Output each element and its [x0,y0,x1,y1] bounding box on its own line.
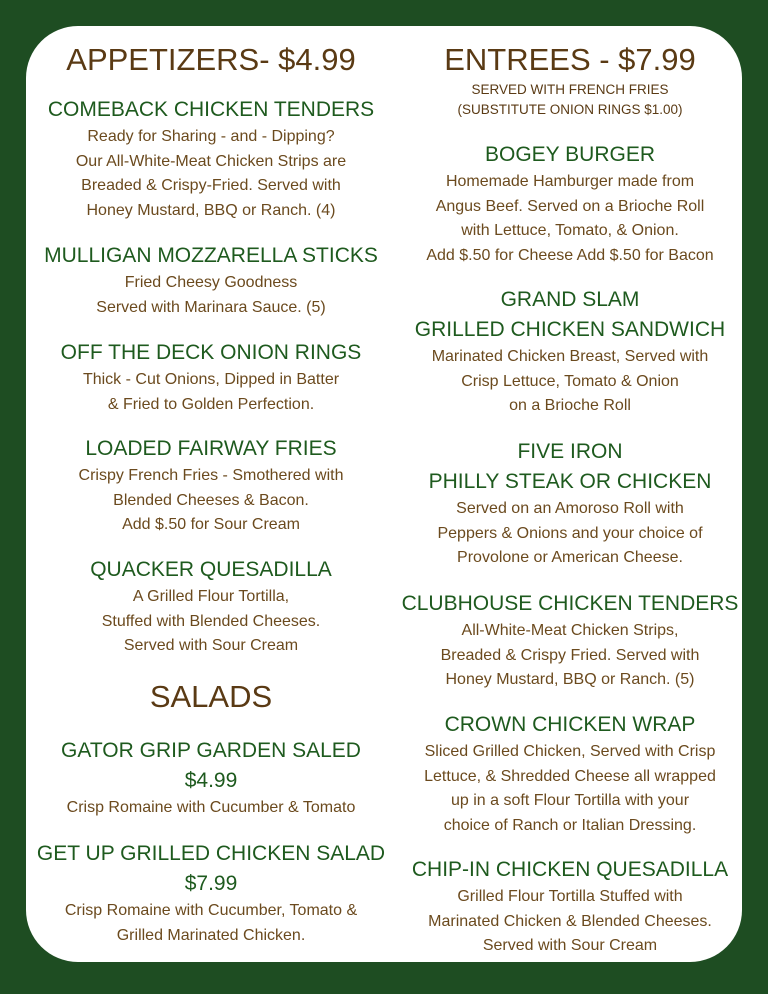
item-description [26,899,396,948]
item-name [390,437,750,497]
entrees-header [390,40,750,120]
description-line: up in a soft Flour Tortilla with your [450,792,690,809]
description-line: Grilled Flour Tortilla Stuffed with [457,888,683,905]
item-name: GET UP GRILLED CHICKEN SALAD [36,842,386,865]
description-line: Crisp Romaine with Cucumber & Tomato [66,799,356,816]
item-description [26,585,396,659]
description-line: choice of Ranch or Italian Dressing. [443,816,697,834]
entree-item [390,589,750,693]
description-line: Crisp Romaine with Cucumber, Tomato & [64,902,358,919]
item-name: CHIP-IN CHICKEN QUESADILLA [411,858,729,881]
description-line: Crispy French Fries - Smothered with [78,467,344,484]
item-name: OFF THE DECK ONION RINGS [60,341,362,364]
menu-card [26,26,742,962]
description-line: Marinated Chicken & Blended Cheeses. [428,912,712,930]
description-line: Marinated Chicken Breast, Served with [431,348,709,365]
item-name: QUACKER QUESADILLA [90,558,332,581]
item-description [26,796,396,821]
item-name: CROWN CHICKEN WRAP [444,713,696,736]
entrees-subtitle [390,80,750,120]
item-description [390,619,750,693]
item-description [26,368,396,417]
entree-item [390,285,750,419]
item-description [26,271,396,320]
description-line: Grilled Marinated Chicken. [116,926,306,944]
item-price: $4.99 [184,769,238,792]
description-line: & Fried to Golden Perfection. [107,395,315,413]
description-line: Our All-White-Meat Chicken Strips are [75,152,347,170]
appetizer-item [26,338,396,417]
appetizers-title: APPETIZERS- $4.99 [66,42,356,77]
description-line: Crisp Lettuce, Tomato & Onion [461,372,679,390]
salad-item [26,736,396,821]
item-name-line: FIVE IRON [517,440,623,463]
item-name: GATOR GRIP GARDEN SALED [61,739,361,762]
item-description [390,170,750,268]
description-line: on a Brioche Roll [509,397,631,414]
description-line: A Grilled Flour Tortilla, [132,588,290,605]
description-line: Blended Cheeses & Bacon. [113,491,309,509]
description-line: Homemade Hamburger made from [445,173,695,190]
item-name-line: GRAND SLAM [500,288,640,311]
description-line: Served with Sour Cream [123,637,299,654]
item-description [390,885,750,959]
description-line: Peppers & Onions and your choice of [437,524,703,542]
appetizers-header [26,40,396,80]
item-name: COMEBACK CHICKEN TENDERS [47,98,375,121]
entree-item [390,710,750,838]
description-line: Breaded & Crispy-Fried. Served with [81,177,341,194]
item-description [26,464,396,538]
item-name: BOGEY BURGER [485,143,655,166]
description-line: Angus Beef. Served on a Brioche Roll [435,197,705,215]
item-description [26,125,396,223]
description-line: Add $.50 for Cheese Add $.50 for Bacon [426,246,714,264]
item-description [390,345,750,419]
description-line: Breaded & Crispy Fried. Served with [440,646,700,664]
entrees-title: ENTREES - $7.99 [444,42,696,77]
description-line: Stuffed with Blended Cheeses. [101,612,321,630]
appetizer-item [26,95,396,223]
entree-item [390,437,750,571]
item-name: LOADED FAIRWAY FRIES [85,437,337,460]
item-name: MULLIGAN MOZZARELLA STICKS [44,244,378,267]
description-line: Fried Cheesy Goodness [124,274,298,291]
salad-item [26,839,396,948]
appetizer-item [26,241,396,320]
description-line: Honey Mustard, BBQ or Ranch. (4) [86,201,336,219]
salads-header [26,677,396,717]
description-line: Provolone or American Cheese. [457,549,683,566]
description-line: Thick - Cut Onions, Dipped in Batter [82,371,340,388]
description-line: All-White-Meat Chicken Strips, [461,622,679,639]
subtitle-line: SERVED WITH FRENCH FRIES [471,82,669,97]
description-line: Served on an Amoroso Roll with [456,500,684,517]
item-price: $7.99 [184,872,238,895]
appetizer-item [26,434,396,538]
description-line: Honey Mustard, BBQ or Ranch. (5) [445,671,695,688]
description-line: Ready for Sharing - and - Dipping? [87,128,335,145]
entree-item [390,855,750,959]
item-name [390,285,750,345]
description-line: Add $.50 for Sour Cream [122,516,300,533]
item-description [390,740,750,838]
appetizer-item [26,555,396,659]
item-description [390,497,750,571]
description-line: Served with Marinara Sauce. (5) [96,298,326,316]
description-line: with Lettuce, Tomato, & Onion. [461,222,679,239]
description-line: Lettuce, & Shredded Cheese all wrapped [424,767,716,785]
description-line: Sliced Grilled Chicken, Served with Crisp [424,743,716,760]
item-name-line: GRILLED CHICKEN SANDWICH [414,318,726,341]
salads-title: SALADS [149,679,273,714]
description-line: Served with Sour Cream [482,937,658,954]
subtitle-line: (SUBSTITUTE ONION RINGS $1.00) [457,102,683,117]
entree-item [390,140,750,268]
item-name-line: PHILLY STEAK OR CHICKEN [428,470,712,493]
item-name: CLUBHOUSE CHICKEN TENDERS [401,592,739,615]
